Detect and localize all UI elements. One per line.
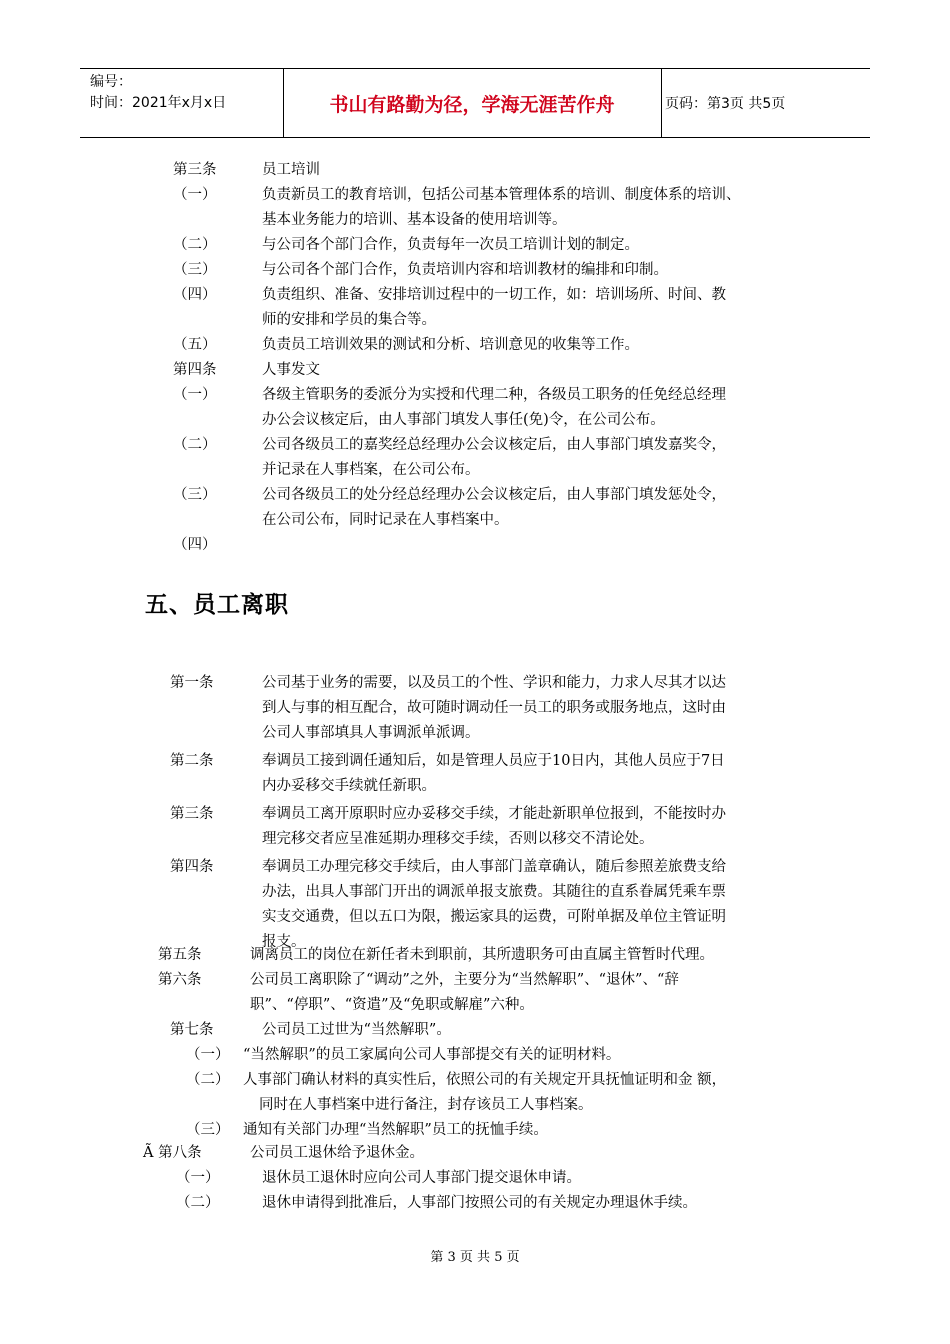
header-motto: 书山有路勤为径，学海无涯苦作舟	[329, 93, 615, 116]
clause-text-line: 公司员工退休给予退休金。	[250, 1145, 424, 1161]
document-date: 时间：2021年x月x日	[90, 95, 227, 111]
clause-text-line: 各级主管职务的委派分为实授和代理二种，各级员工职务的任免经总经理	[262, 387, 726, 403]
clause-label: （二）	[173, 237, 217, 253]
clause-text-line: 并记录在人事档案，在公司公布。	[262, 462, 480, 478]
clause-label: （一）	[173, 387, 217, 403]
clause-text-line: 人事发文	[262, 362, 320, 378]
clause-text-line: 奉调员工办理完移交手续后，由人事部门盖章确认，随后参照差旅费支给	[262, 859, 726, 875]
clause-label: 第三条	[173, 162, 217, 178]
clause-label: （二）	[173, 437, 217, 453]
clause-text-line: 奉调员工接到调任通知后，如是管理人员应于10日内，其他人员应于7日	[262, 753, 725, 769]
page-footer: 第 3 页 共 5 页	[430, 1250, 520, 1265]
clause-label: （一）	[173, 187, 217, 203]
clause-text-line: 人事部门确认材料的真实性后，依照公司的有关规定开具抚恤证明和金 额，	[243, 1072, 727, 1088]
clause-text-line: 实支交通费，但以五口为限，搬运家具的运费，可附单据及单位主管证明	[262, 909, 726, 925]
clause-text-line: 调离员工的岗位在新任者未到职前，其所遗职务可由直属主管暂时代理。	[250, 947, 714, 963]
header-divider	[661, 69, 662, 137]
clause-text-line: 公司各级员工的处分经总经理办公会议核定后，由人事部门填发惩处令，	[262, 487, 726, 503]
header-page-number: 页码：第3页 共5页	[665, 96, 786, 112]
clause-label: （二）	[176, 1195, 220, 1211]
clause-label: 第五条	[158, 947, 202, 963]
clause-text-line: 公司基于业务的需要，以及员工的个性、学识和能力，力求人尽其才以达	[262, 675, 726, 691]
clause-label: （三）	[173, 262, 217, 278]
clause-text-line: 基本业务能力的培训、基本设备的使用培训等。	[262, 212, 567, 228]
clause-text-line: 退休员工退休时应向公司人事部门提交退休申请。	[262, 1170, 581, 1186]
clause-text-line: 内办妥移交手续就任新职。	[262, 778, 436, 794]
page-header	[80, 68, 870, 138]
clause-label: （四）	[173, 287, 217, 303]
clause-text-line: 公司员工离职除了“调动”之外，主要分为“当然解职”、“退休”、“辞	[250, 972, 679, 988]
clause-label: （三）	[173, 487, 217, 503]
clause-text-line: 师的安排和学员的集合等。	[262, 312, 436, 328]
clause-label: 第四条	[170, 859, 214, 875]
section-title: 五、员工离职	[145, 592, 289, 618]
clause-text-line: 负责新员工的教育培训，包括公司基本管理体系的培训、制度体系的培训、	[262, 187, 741, 203]
clause-text-line: 奉调员工离开原职时应办妥移交手续，才能赴新职单位报到，不能按时办	[262, 806, 726, 822]
clause-label: 第三条	[170, 806, 214, 822]
clause-label: （一）	[176, 1170, 220, 1186]
clause-label: （四）	[173, 537, 217, 553]
clause-text-line: 在公司公布，同时记录在人事档案中。	[262, 512, 509, 528]
clause-label: 第七条	[170, 1022, 214, 1038]
clause-text-line: 理完移交者应呈准延期办理移交手续，否则以移交不清论处。	[262, 831, 654, 847]
clause-text-line: 公司人事部填具人事调派单派调。	[262, 725, 480, 741]
clause-text-line: 负责组织、准备、安排培训过程中的一切工作，如：培训场所、时间、教	[262, 287, 726, 303]
clause-text-line: 负责员工培训效果的测试和分析、培训意见的收集等工作。	[262, 337, 639, 353]
clause-label: （一）	[186, 1047, 230, 1063]
clause-text-line: “当然解职”的员工家属向公司人事部提交有关的证明材料。	[243, 1047, 621, 1063]
clause-text-line: 办法，出具人事部门开出的调派单报支旅费。其随往的直系眷属凭乘车票	[262, 884, 726, 900]
clause-text-line: 与公司各个部门合作，负责培训内容和培训教材的编排和印制。	[262, 262, 668, 278]
clause-text-line: 职”、“停职”、“资遣”及“免职或解雇”六种。	[250, 997, 534, 1013]
clause-text-line: 公司员工过世为“当然解职”。	[262, 1022, 451, 1038]
clause-text-line: 同时在人事档案中进行备注，封存该员工人事档案。	[259, 1097, 593, 1113]
clause-label: 第六条	[158, 972, 202, 988]
clause-label: （二）	[186, 1072, 230, 1088]
clause-text-line: 与公司各个部门合作，负责每年一次员工培训计划的制定。	[262, 237, 639, 253]
clause-text-line: 公司各级员工的嘉奖经总经理办公会议核定后，由人事部门填发嘉奖令，	[262, 437, 726, 453]
clause-text-line: 员工培训	[262, 162, 320, 178]
clause-text-line: 办公会议核定后，由人事部门填发人事任(免)令，在公司公布。	[262, 412, 665, 428]
header-meta	[90, 72, 226, 114]
document-number: 编号：	[90, 74, 132, 90]
clause-text-line: 到人与事的相互配合，故可随时调动任一员工的职务或服务地点，这时由	[262, 700, 726, 716]
clause-label: 第二条	[170, 753, 214, 769]
clause-text-line: 通知有关部门办理“当然解职”员工的抚恤手续。	[243, 1122, 548, 1138]
clause-label: 第四条	[173, 362, 217, 378]
clause-label: 第一条	[170, 675, 214, 691]
clause-text-line: 报支。	[262, 934, 306, 950]
clause-label: （三）	[186, 1122, 230, 1138]
clause-label: （五）	[173, 337, 217, 353]
clause-text-line: 退休申请得到批准后，人事部门按照公司的有关规定办理退休手续。	[262, 1195, 697, 1211]
clause-label: Ã 第八条	[143, 1145, 202, 1161]
